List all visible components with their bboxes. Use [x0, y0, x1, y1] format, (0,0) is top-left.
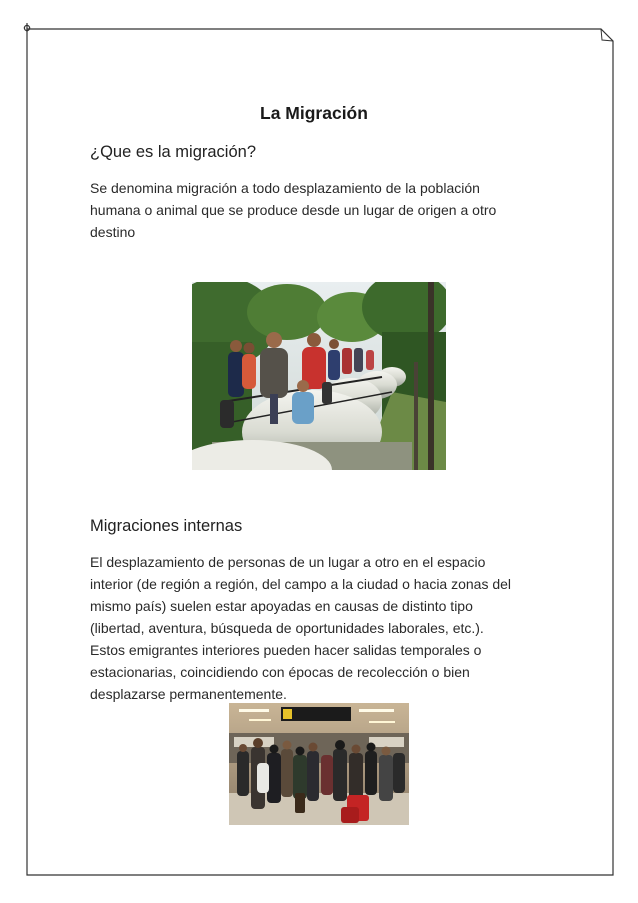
migration-control-photo	[229, 703, 409, 825]
section2-paragraph	[90, 551, 545, 705]
page-title: La Migración	[260, 103, 368, 123]
paragraph-line: interior (de región a región, del campo a la ciudad o hacia zonas del	[90, 576, 512, 592]
section1-heading: ¿Que es la migración?	[90, 143, 256, 161]
paragraph-line: mismo país) suelen estar apoyadas en causas de distinto tipo	[90, 598, 473, 614]
section2-heading: Migraciones internas	[90, 517, 243, 535]
paragraph-line: estacionarias, coincidiendo con épocas de recolección o bien	[90, 664, 470, 680]
section1-paragraph	[90, 177, 545, 243]
paragraph-line: destino	[90, 224, 136, 240]
paragraph-line: El desplazamiento de personas de un lugar a otro en el espacio	[90, 554, 486, 570]
paragraph-line: humana o animal que se produce desde un lugar de origen a otro	[90, 202, 497, 218]
paragraph-line: desplazarse permanentemente.	[90, 686, 287, 702]
paragraph-line: (libertad, aventura, búsqueda de oportunidades laborales, etc.).	[90, 620, 484, 636]
anchor-icon	[23, 22, 35, 34]
train-migrants-photo	[192, 282, 446, 470]
paragraph-line: Se denomina migración a todo desplazamiento de la población	[90, 180, 480, 196]
paragraph-line: Estos emigrantes interiores pueden hacer salidas temporales o	[90, 642, 482, 658]
